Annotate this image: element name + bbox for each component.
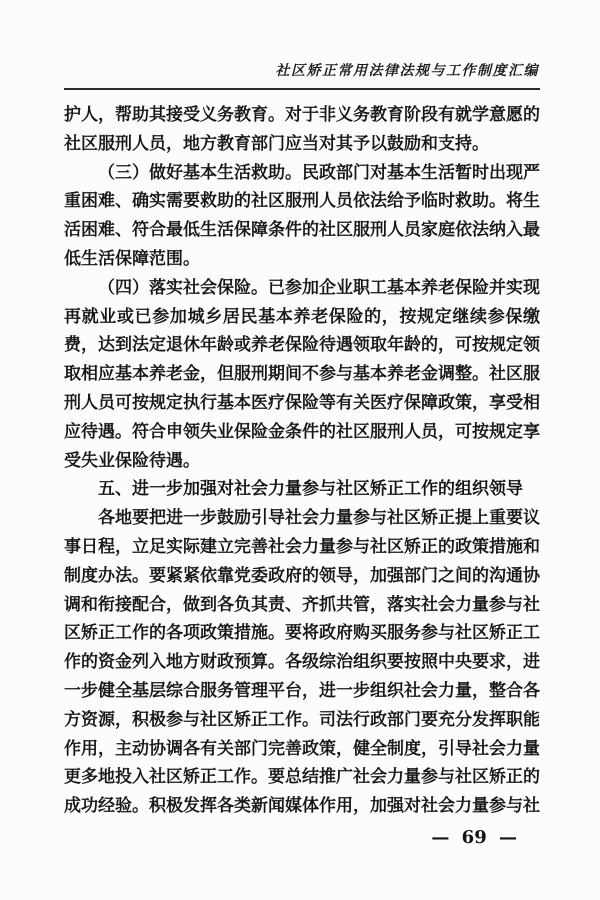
- body-paragraph: 各地要把进一步鼓励引导社会力量参与社区矫正提上重要议事日程，立足实际建立完善社会力量参与社区矫正的政策措施和制度办法。要紧紧依靠党委政府的领导，加强部门之间的沟通协调和衔接配合，做到各负其责、齐抓共管，落实社会力量参与社区矫正工作的各项政策措施。要将政府购买服务参与社区矫正工作的资金列入地方财政预算。各级综治组织要按照中央要求，进一步健全基层综合服务管理平台，进一步组织社会力量，整合各方资源，积极参与社区矫正工作。司法行政部门要充分发挥职能作用，主动协调各有关部门完善政策，健全制度，引导社会力量更多地投入社区矫正工作。要总结推广社会力量参与社区矫正的成功经验。积极发挥各类新闻媒体作用，加强对社会力量参与社: [64, 508, 540, 817]
- page-body: [64, 101, 540, 821]
- section-heading: 五、进一步加强对社会力量参与社区矫正工作的组织领导: [98, 479, 523, 500]
- body-paragraph: 护人，帮助其接受义务教育。对于非义务教育阶段有就学意愿的社区服刑人员，地方教育部门应当对其予以鼓励和支持。: [64, 105, 540, 154]
- body-paragraph: （四）落实社会保险。已参加企业职工基本养老保险并实现再就业或已参加城乡居民基本养老保险的，按规定继续参保缴费，达到法定退休年龄或养老保险待遇领取年龄的，可按规定领取相应基本养老金，但服刑期间不参与基本养老金调整。社区服刑人员可按规定执行基本医疗保险等有关医疗保障政策，享受相应待遇。符合申领失业保险金条件的社区服刑人员，可按规定享受失业保险待遇。: [64, 277, 540, 471]
- header-rule: [64, 88, 540, 90]
- page-number: — 69 —: [431, 827, 517, 848]
- body-paragraph: （三）做好基本生活救助。民政部门对基本生活暂时出现严重困难、确实需要救助的社区服刑人员依法给予临时救助。将生活困难、符合最低生活保障条件的社区服刑人员家庭依法纳入最低生活保障范围。: [64, 162, 540, 269]
- running-head: 社区矫正常用法律法规与工作制度汇编: [275, 63, 539, 79]
